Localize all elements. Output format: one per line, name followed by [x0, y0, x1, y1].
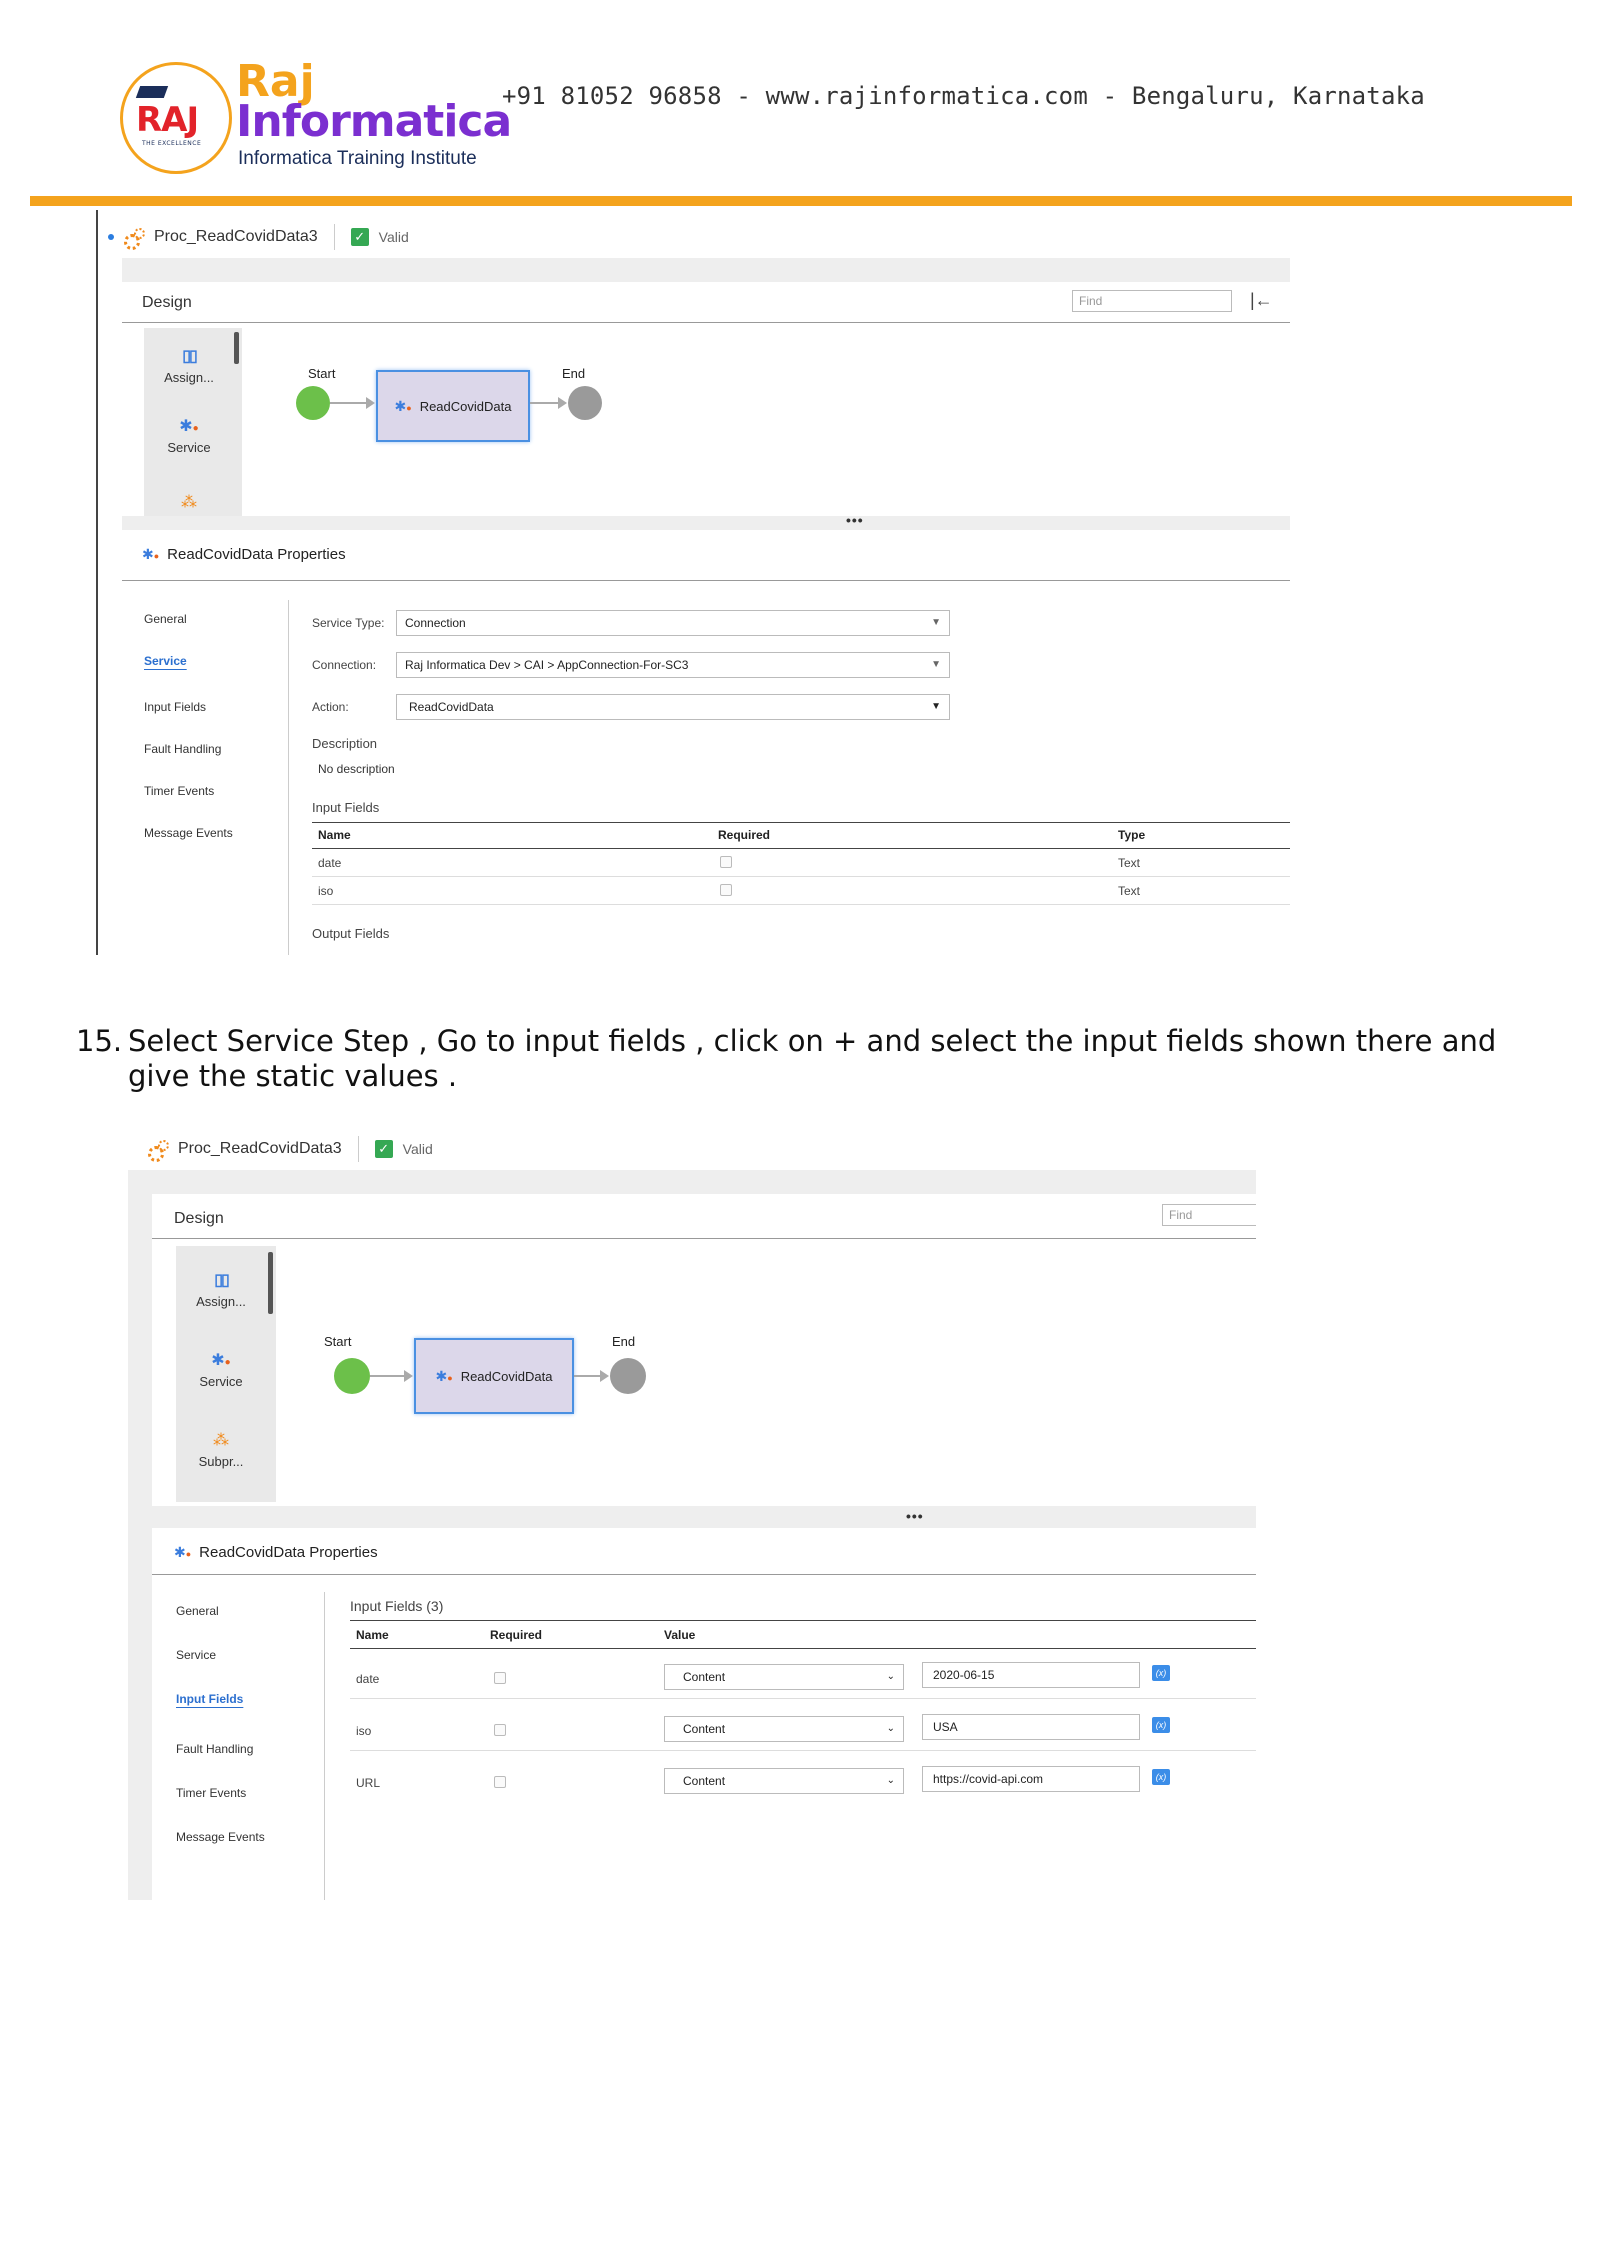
service-type-value: Connection — [405, 616, 466, 630]
nav-input-fields[interactable]: Input Fields — [176, 1692, 244, 1706]
design-panel — [152, 1194, 1256, 1506]
title-separator — [358, 1136, 359, 1162]
subprocess-icon: ⁂ — [181, 494, 197, 511]
nav-divider — [288, 600, 289, 955]
expression-editor-icon[interactable]: (x) — [1152, 1665, 1170, 1681]
palette-scrollbar[interactable] — [234, 332, 239, 364]
col-name-header: Name — [318, 828, 351, 842]
arrow-icon — [558, 397, 567, 409]
expression-editor-icon[interactable]: (x) — [1152, 1769, 1170, 1785]
palette-service-label: Service — [199, 1374, 243, 1389]
value-type: Content — [683, 1722, 726, 1736]
output-fields-label: Output Fields — [312, 926, 390, 941]
nav-message-events[interactable]: Message Events — [144, 826, 233, 840]
connection-label: Connection: — [312, 658, 377, 672]
action-label: Action: — [312, 700, 349, 714]
start-label: Start — [324, 1334, 352, 1349]
palette-assignment[interactable] — [144, 346, 234, 385]
value-type: Content — [683, 1774, 726, 1788]
nav-service[interactable]: Service — [176, 1648, 217, 1662]
design-divider — [152, 1238, 1256, 1239]
chevron-down-icon: ▼ — [931, 701, 941, 712]
service-step-icon: ✱● — [435, 1367, 453, 1384]
service-step-label: ReadCovidData — [460, 1368, 553, 1384]
header-divider — [30, 196, 1572, 206]
process-title-bar — [108, 224, 409, 250]
properties-divider — [152, 1574, 1256, 1575]
instruction-number: 15. — [76, 1024, 123, 1058]
nav-general[interactable]: General — [176, 1604, 219, 1618]
palette-assignment[interactable] — [176, 1270, 266, 1309]
row-rule — [350, 1750, 1256, 1751]
header-rule — [350, 1648, 1256, 1649]
required-checkbox[interactable] — [494, 1672, 506, 1684]
end-node[interactable] — [568, 386, 602, 420]
properties-panel — [152, 1528, 1256, 1900]
action-value: ReadCovidData — [409, 700, 494, 714]
required-checkbox[interactable] — [494, 1776, 506, 1788]
palette-service-label: Service — [167, 440, 211, 455]
process-icon — [148, 1140, 168, 1158]
row-type: Text — [1118, 856, 1141, 870]
start-node[interactable] — [296, 386, 330, 420]
description-label: Description — [312, 736, 378, 751]
properties-title-text: ReadCovidData Properties — [167, 546, 346, 563]
valid-status: Valid — [402, 1141, 433, 1157]
required-checkbox[interactable] — [720, 884, 732, 896]
palette-assignment-label: Assign... — [164, 370, 214, 385]
properties-title-text: ReadCovidData Properties — [199, 1544, 378, 1561]
service-type-select[interactable] — [396, 610, 950, 636]
find-input[interactable]: Find — [1162, 1204, 1256, 1226]
service-type-label: Service Type: — [312, 616, 385, 630]
logo-name-bottom: Informatica — [236, 96, 512, 147]
connector-end — [530, 402, 560, 404]
connector-start — [370, 1375, 406, 1377]
value-type: Content — [683, 1670, 726, 1684]
nav-timer-events[interactable]: Timer Events — [144, 784, 215, 798]
row-rule — [350, 1698, 1256, 1699]
chevron-down-icon: ⌄ — [886, 1775, 895, 1786]
palette-scrollbar[interactable] — [268, 1252, 273, 1314]
service-step-readcoviddata[interactable] — [376, 370, 530, 442]
nav-timer-events[interactable]: Timer Events — [176, 1786, 247, 1800]
table-top-rule — [312, 822, 1290, 823]
palette-subprocess[interactable] — [144, 492, 234, 516]
screenshot-service-tab — [96, 210, 1290, 955]
input-fields-title: Input Fields (3) — [350, 1598, 444, 1614]
arrow-icon — [366, 397, 375, 409]
properties-panel — [122, 530, 1290, 955]
screenshot-input-fields-tab — [128, 1120, 1256, 1900]
collapse-panel-icon[interactable]: |← — [1250, 290, 1273, 310]
properties-title — [174, 1544, 378, 1561]
process-title-bar — [148, 1136, 433, 1162]
connection-select[interactable] — [396, 652, 950, 678]
connector-start — [330, 402, 368, 404]
connector-end — [574, 1375, 602, 1377]
input-fields-label: Input Fields — [312, 800, 380, 815]
connection-value: Raj Informatica Dev > CAI > AppConnection-For-SC3 — [405, 658, 689, 672]
end-label: End — [612, 1334, 636, 1349]
design-divider — [122, 322, 1290, 323]
instruction-text: Select Service Step , Go to input fields , click on + and select the input fields shown there and give the static values . — [128, 1024, 1497, 1093]
nav-divider — [324, 1592, 325, 1900]
row-type: Text — [1118, 884, 1141, 898]
service-step-icon: ✱● — [142, 546, 160, 562]
value-type-select[interactable] — [664, 1768, 904, 1794]
col-type-header: Type — [1118, 828, 1146, 842]
col-value-header: Value — [664, 1628, 696, 1642]
service-icon: ✱● — [179, 418, 199, 435]
row-name: URL — [356, 1776, 381, 1790]
nav-fault-handling[interactable]: Fault Handling — [176, 1742, 254, 1756]
title-separator — [334, 224, 335, 250]
assignment-icon: ▯▯ — [182, 348, 196, 365]
nav-general[interactable]: General — [144, 612, 187, 626]
value-type-select[interactable] — [664, 1664, 904, 1690]
design-label: Design — [174, 1210, 224, 1227]
raj-informatica-logo — [120, 56, 512, 178]
value-input[interactable]: https://covid-api.com — [922, 1766, 1140, 1792]
service-step-icon: ✱● — [174, 1544, 192, 1560]
chevron-down-icon: ⌄ — [886, 1671, 895, 1682]
chevron-down-icon: ▼ — [931, 659, 941, 670]
arrow-icon — [600, 1370, 609, 1382]
palette-subprocess[interactable] — [176, 1430, 266, 1469]
start-label: Start — [308, 366, 336, 381]
end-node[interactable] — [610, 1358, 646, 1394]
step-palette — [144, 328, 242, 516]
process-name: Proc_ReadCovidData3 — [154, 228, 318, 245]
header-rule — [312, 848, 1290, 849]
required-checkbox[interactable] — [720, 856, 732, 868]
resize-handle[interactable]: ••• — [846, 512, 864, 528]
value-input[interactable]: 2020-06-15 — [922, 1662, 1140, 1688]
row-rule — [312, 904, 1290, 905]
table-top-rule — [350, 1620, 1256, 1621]
value-input[interactable]: USA — [922, 1714, 1140, 1740]
row-name: iso — [356, 1724, 372, 1738]
step-palette — [176, 1246, 276, 1502]
col-name-header: Name — [356, 1628, 389, 1642]
col-required-header: Required — [490, 1628, 543, 1642]
row-name: date — [318, 856, 342, 870]
service-step-label: ReadCovidData — [419, 398, 512, 414]
col-required-header: Required — [718, 828, 771, 842]
palette-service[interactable] — [144, 416, 234, 455]
logo-mark-text: RAJ — [136, 100, 199, 140]
end-label: End — [562, 366, 586, 381]
process-icon — [124, 228, 144, 246]
start-node[interactable] — [334, 1358, 370, 1394]
logo-name-top: Raj — [236, 56, 315, 107]
row-rule — [312, 876, 1290, 877]
logo-tagline: THE EXCELLENCE — [142, 140, 202, 147]
graduation-cap-icon — [136, 86, 168, 98]
unsaved-dot-icon — [108, 234, 114, 240]
chevron-down-icon: ▼ — [931, 617, 941, 628]
service-icon: ✱● — [211, 1352, 231, 1369]
palette-assignment-label: Assign... — [196, 1294, 246, 1309]
expression-editor-icon[interactable]: (x) — [1152, 1717, 1170, 1733]
resize-handle[interactable]: ••• — [906, 1508, 924, 1524]
logo-subtitle: Informatica Training Institute — [238, 148, 477, 169]
value-type-select[interactable] — [664, 1716, 904, 1742]
properties-title — [142, 546, 346, 563]
subprocess-icon: ⁂ — [213, 1432, 229, 1449]
valid-status: Valid — [378, 229, 409, 245]
chevron-down-icon: ⌄ — [886, 1723, 895, 1734]
required-checkbox[interactable] — [494, 1724, 506, 1736]
service-step-icon: ✱● — [394, 397, 412, 414]
design-label: Design — [142, 294, 192, 311]
contact-line: +91 81052 96858 - www.rajinformatica.com - Bengaluru, Karnataka — [502, 82, 1425, 110]
valid-check-icon: ✓ — [375, 1140, 393, 1158]
process-name: Proc_ReadCovidData3 — [178, 1140, 342, 1157]
nav-message-events[interactable]: Message Events — [176, 1830, 265, 1844]
assignment-icon: ▯▯ — [214, 1272, 228, 1289]
find-input[interactable]: Find — [1072, 290, 1232, 312]
service-step-readcoviddata[interactable] — [414, 1338, 574, 1414]
action-select[interactable] — [396, 694, 950, 720]
row-name: iso — [318, 884, 334, 898]
valid-check-icon: ✓ — [351, 228, 369, 246]
palette-service[interactable] — [176, 1350, 266, 1389]
row-name: date — [356, 1672, 380, 1686]
arrow-icon — [404, 1370, 413, 1382]
nav-service[interactable]: Service — [144, 654, 187, 668]
description-value: No description — [318, 762, 395, 776]
nav-fault-handling[interactable]: Fault Handling — [144, 742, 222, 756]
nav-input-fields[interactable]: Input Fields — [144, 700, 207, 714]
palette-subprocess-label: Subpr... — [198, 1454, 244, 1469]
properties-divider — [122, 580, 1290, 581]
design-panel — [122, 282, 1290, 516]
